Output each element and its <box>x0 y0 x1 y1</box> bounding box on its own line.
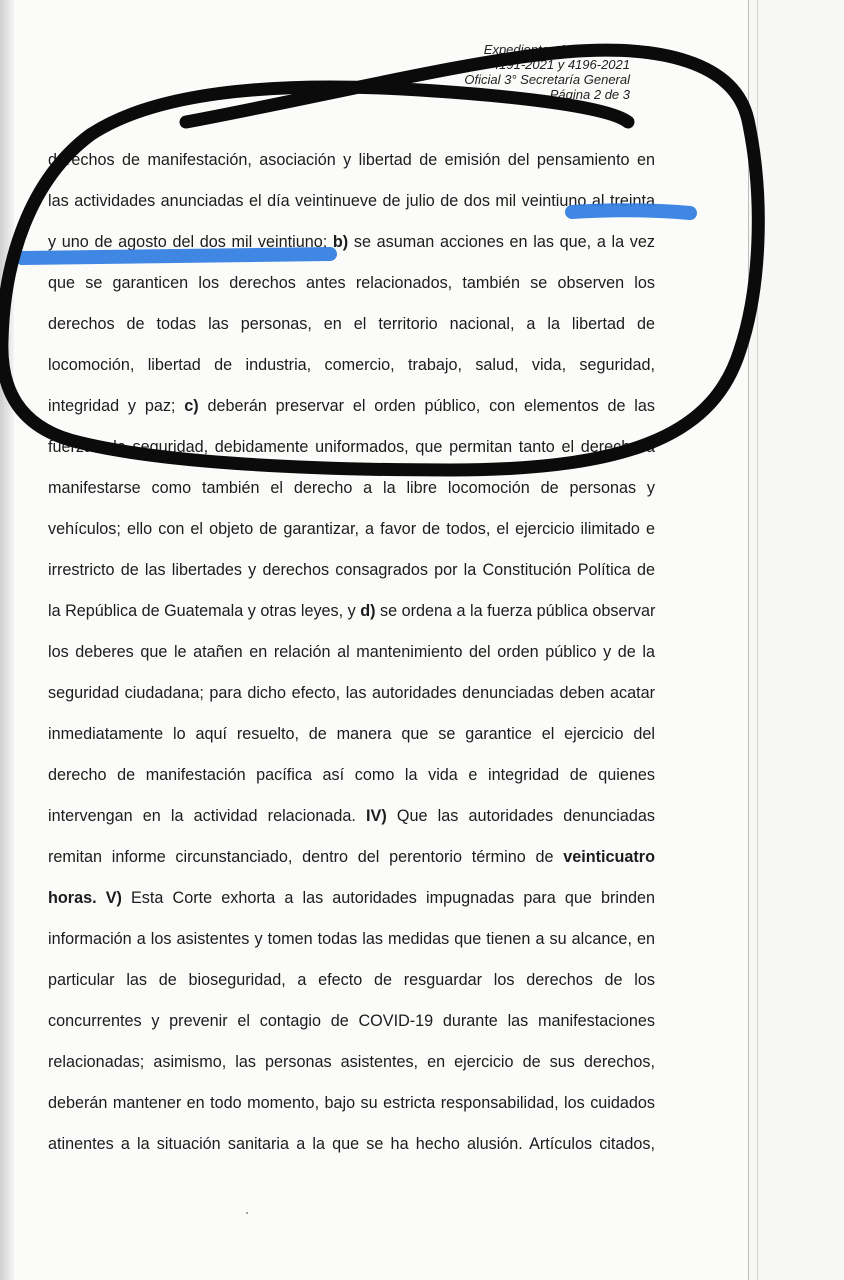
bold-span: c) <box>184 397 199 415</box>
text-line: relacionadas; asimismo, las personas asistentes, en ejercicio de sus derechos, <box>48 1053 655 1071</box>
text-line: que se garanticen los derechos antes relacionados, también se observen los <box>48 274 655 292</box>
bold-span: veinticuatro <box>563 848 655 866</box>
header-line-1: Expedientes Acumulados <box>483 42 630 57</box>
blue-marker-stroke-bottom <box>22 254 330 258</box>
header-line-3: Oficial 3° Secretaría General <box>464 72 630 87</box>
bold-span: IV) <box>366 807 387 825</box>
text-line: atinentes a la situación sanitaria a la que se ha hecho alusión. Artículos citados, <box>48 1135 655 1153</box>
header-line-4: Página 2 de 3 <box>549 87 630 102</box>
text-line: manifestarse como también el derecho a la libre locomoción de personas y <box>48 479 655 497</box>
text-line: locomoción, libertad de industria, comercio, trabajo, salud, vida, seguridad, <box>48 356 655 374</box>
blue-marker-stroke-top <box>572 210 690 213</box>
text-line: la República de Guatemala y otras leyes, y d) se ordena a la fuerza pública observar <box>48 602 656 620</box>
text-line: fuerzas de seguridad, debidamente uniformados, que permitan tanto el derecho a <box>48 438 655 456</box>
text-line: y uno de agosto del dos mil veintiuno; b) se asuman acciones en las que, a la vez <box>48 233 655 251</box>
text-line: vehículos; ello con el objeto de garantizar, a favor de todos, el ejercicio ilimitado e <box>48 520 655 538</box>
text-line: irrestricto de las libertades y derechos consagrados por la Constitución Política de <box>48 561 655 579</box>
text-line: seguridad ciudadana; para dicho efecto, las autoridades denunciadas deben acatar <box>48 684 655 702</box>
text-line: información a los asistentes y tomen todas las medidas que tienen a su alcance, en <box>48 930 655 948</box>
text-line: integridad y paz; c) deberán preservar el orden público, con elementos de las <box>48 397 655 415</box>
text-line: horas. V) Esta Corte exhorta a las autoridades impugnadas para que brinden <box>48 889 655 907</box>
text-line: remitan informe circunstanciado, dentro del perentorio término de veinticuatro <box>48 848 655 866</box>
text-line: inmediatamente lo aquí resuelto, de manera que se garantice el ejercicio del <box>48 725 655 743</box>
text-line: particular las de bioseguridad, a efecto de resguardar los derechos de los <box>48 971 655 989</box>
text-line: los deberes que le atañen en relación al mantenimiento del orden público y de la <box>48 643 655 661</box>
bold-span: horas. V) <box>48 889 122 907</box>
header-line-2: 4191-2021 y 4196-2021 <box>491 57 630 72</box>
text-line: intervengan en la actividad relacionada. IV) Que las autoridades denunciadas <box>48 807 655 825</box>
text-line: derechos de todas las personas, en el territorio nacional, a la libertad de <box>48 315 655 333</box>
bold-span: b) <box>332 233 349 251</box>
text-line: las actividades anunciadas el día veintinueve de julio de dos mil veintiuno al treinta <box>48 192 655 210</box>
text-line: concurrentes y prevenir el contagio de COVID-19 durante las manifestaciones <box>48 1012 655 1030</box>
text-line: deberán mantener en todo momento, bajo su estricta responsabilidad, los cuidados <box>48 1094 655 1112</box>
bold-span: d) <box>360 602 376 620</box>
page-speck <box>246 1212 248 1214</box>
text-line: derechos de manifestación, asociación y libertad de emisión del pensamiento en <box>48 151 655 169</box>
text-line: derecho de manifestación pacífica así como la vida e integridad de quienes <box>48 766 655 784</box>
